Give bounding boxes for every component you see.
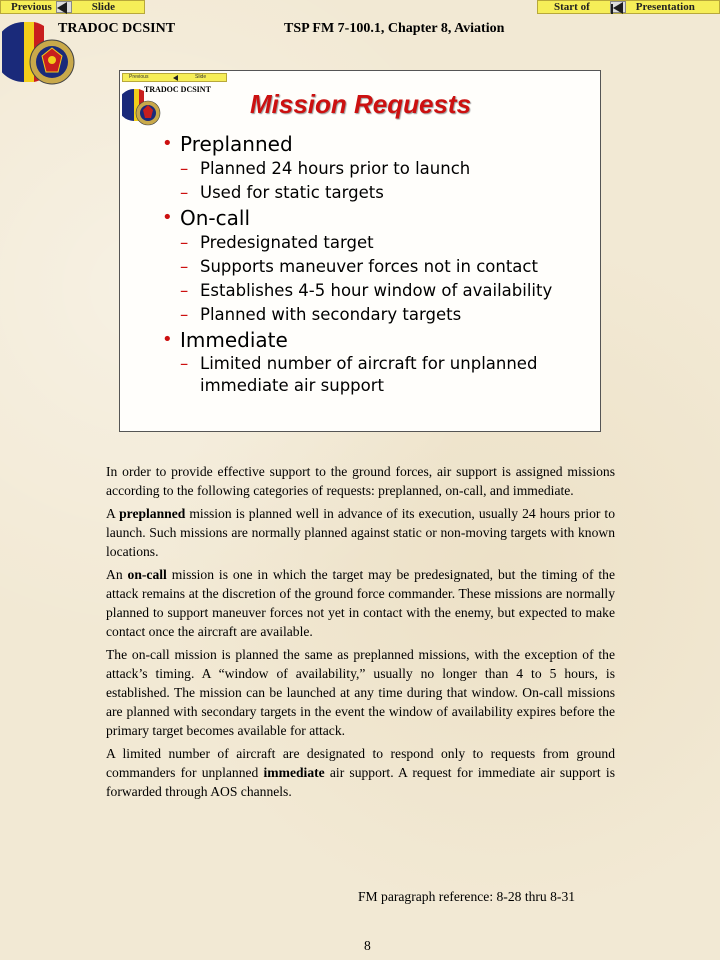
page-number: 8 [364,938,371,953]
sub-bullet: – Planned with secondary targets [162,303,592,327]
header-title: TSP FM 7-100.1, Chapter 8, Aviation [284,21,505,36]
slide-title: Mission Requests [250,89,472,119]
text-run: mission is one in which the target may be predesignated, but the timing of the attack remains at the discretion of the ground force commander. These missions are normally planned to support maneuver forces not yet in contact with the enemy, but expected to make contact once the aircraft are available. [106,567,616,639]
fm-reference: FM paragraph reference: 8-28 thru 8-31 [358,889,576,904]
slide-image [119,70,601,432]
first-slide-icon [610,1,626,13]
slide-nav-previous: Previous [129,74,149,80]
body-text [106,462,615,805]
previous-arrow-icon [56,1,72,13]
start-of-label: Start of [554,1,590,13]
paragraph-intro: In order to provide effective support to the ground forces, air support is assigned missions according to the following categories of requests: preplanned, on-call, and immediate. [106,464,615,498]
sub-bullet: – Used for static targets [162,181,592,205]
previous-label: Previous [11,1,52,13]
bold-term: preplanned [119,506,186,521]
text-run: air support. A request for immediate air support is forwarded through AOS channels. [106,765,615,799]
bold-term: immediate [263,765,325,780]
slide-navbar [122,73,227,82]
paragraph-preplanned [106,504,615,561]
paragraph-window: The on-call mission is planned the same as preplanned missions, with the exception of the attack’s timing. A “window of availability,” usually no longer than 4 to 5 hours, is established. The mission can be launched at any time during that window. On-call missions are planned with secondary targets in the event the window of availability expires before the primary target becomes available for attack. [106,647,615,738]
sub-bullet: – Establishes 4-5 hour window of availability [162,279,592,303]
header-org: TRADOC DCSINT [58,21,176,36]
sub-bullet: – Supports maneuver forces not in contact [162,255,592,279]
text-run: An [106,567,128,582]
text-run: A limited number of aircraft are designated to respond only to requests from ground commanders for unplanned [106,746,615,780]
sub-bullet: – Predesignated target [162,231,592,255]
paragraph-on-call [106,565,615,641]
sub-bullet: – Limited number of aircraft for unplanned immediate air support [162,353,592,397]
slide-org: TRADOC DCSINT [144,85,211,94]
text-run: A [106,506,120,521]
sub-bullet: – Planned 24 hours prior to launch [162,157,592,181]
slide-label: Slide [91,1,115,13]
bullet-preplanned: • Preplanned [162,131,592,157]
bold-term: on-call [127,567,167,582]
previous-slide-button[interactable] [0,0,145,14]
text-run: mission is planned well in advance of its execution, usually 24 hours prior to launch. Such missions are normally planned against static or non-moving targets with known locations. [106,506,615,559]
slide-bullets [162,131,592,397]
presentation-label: Presentation [635,1,695,13]
bullet-on-call: • On-call [162,205,592,231]
bullet-immediate: • Immediate [162,327,592,353]
slide-nav-slide: Slide [195,74,207,80]
start-of-presentation-button[interactable] [537,0,720,14]
slide-nav-arrow-icon [173,75,178,81]
paragraph-immediate [106,744,615,801]
